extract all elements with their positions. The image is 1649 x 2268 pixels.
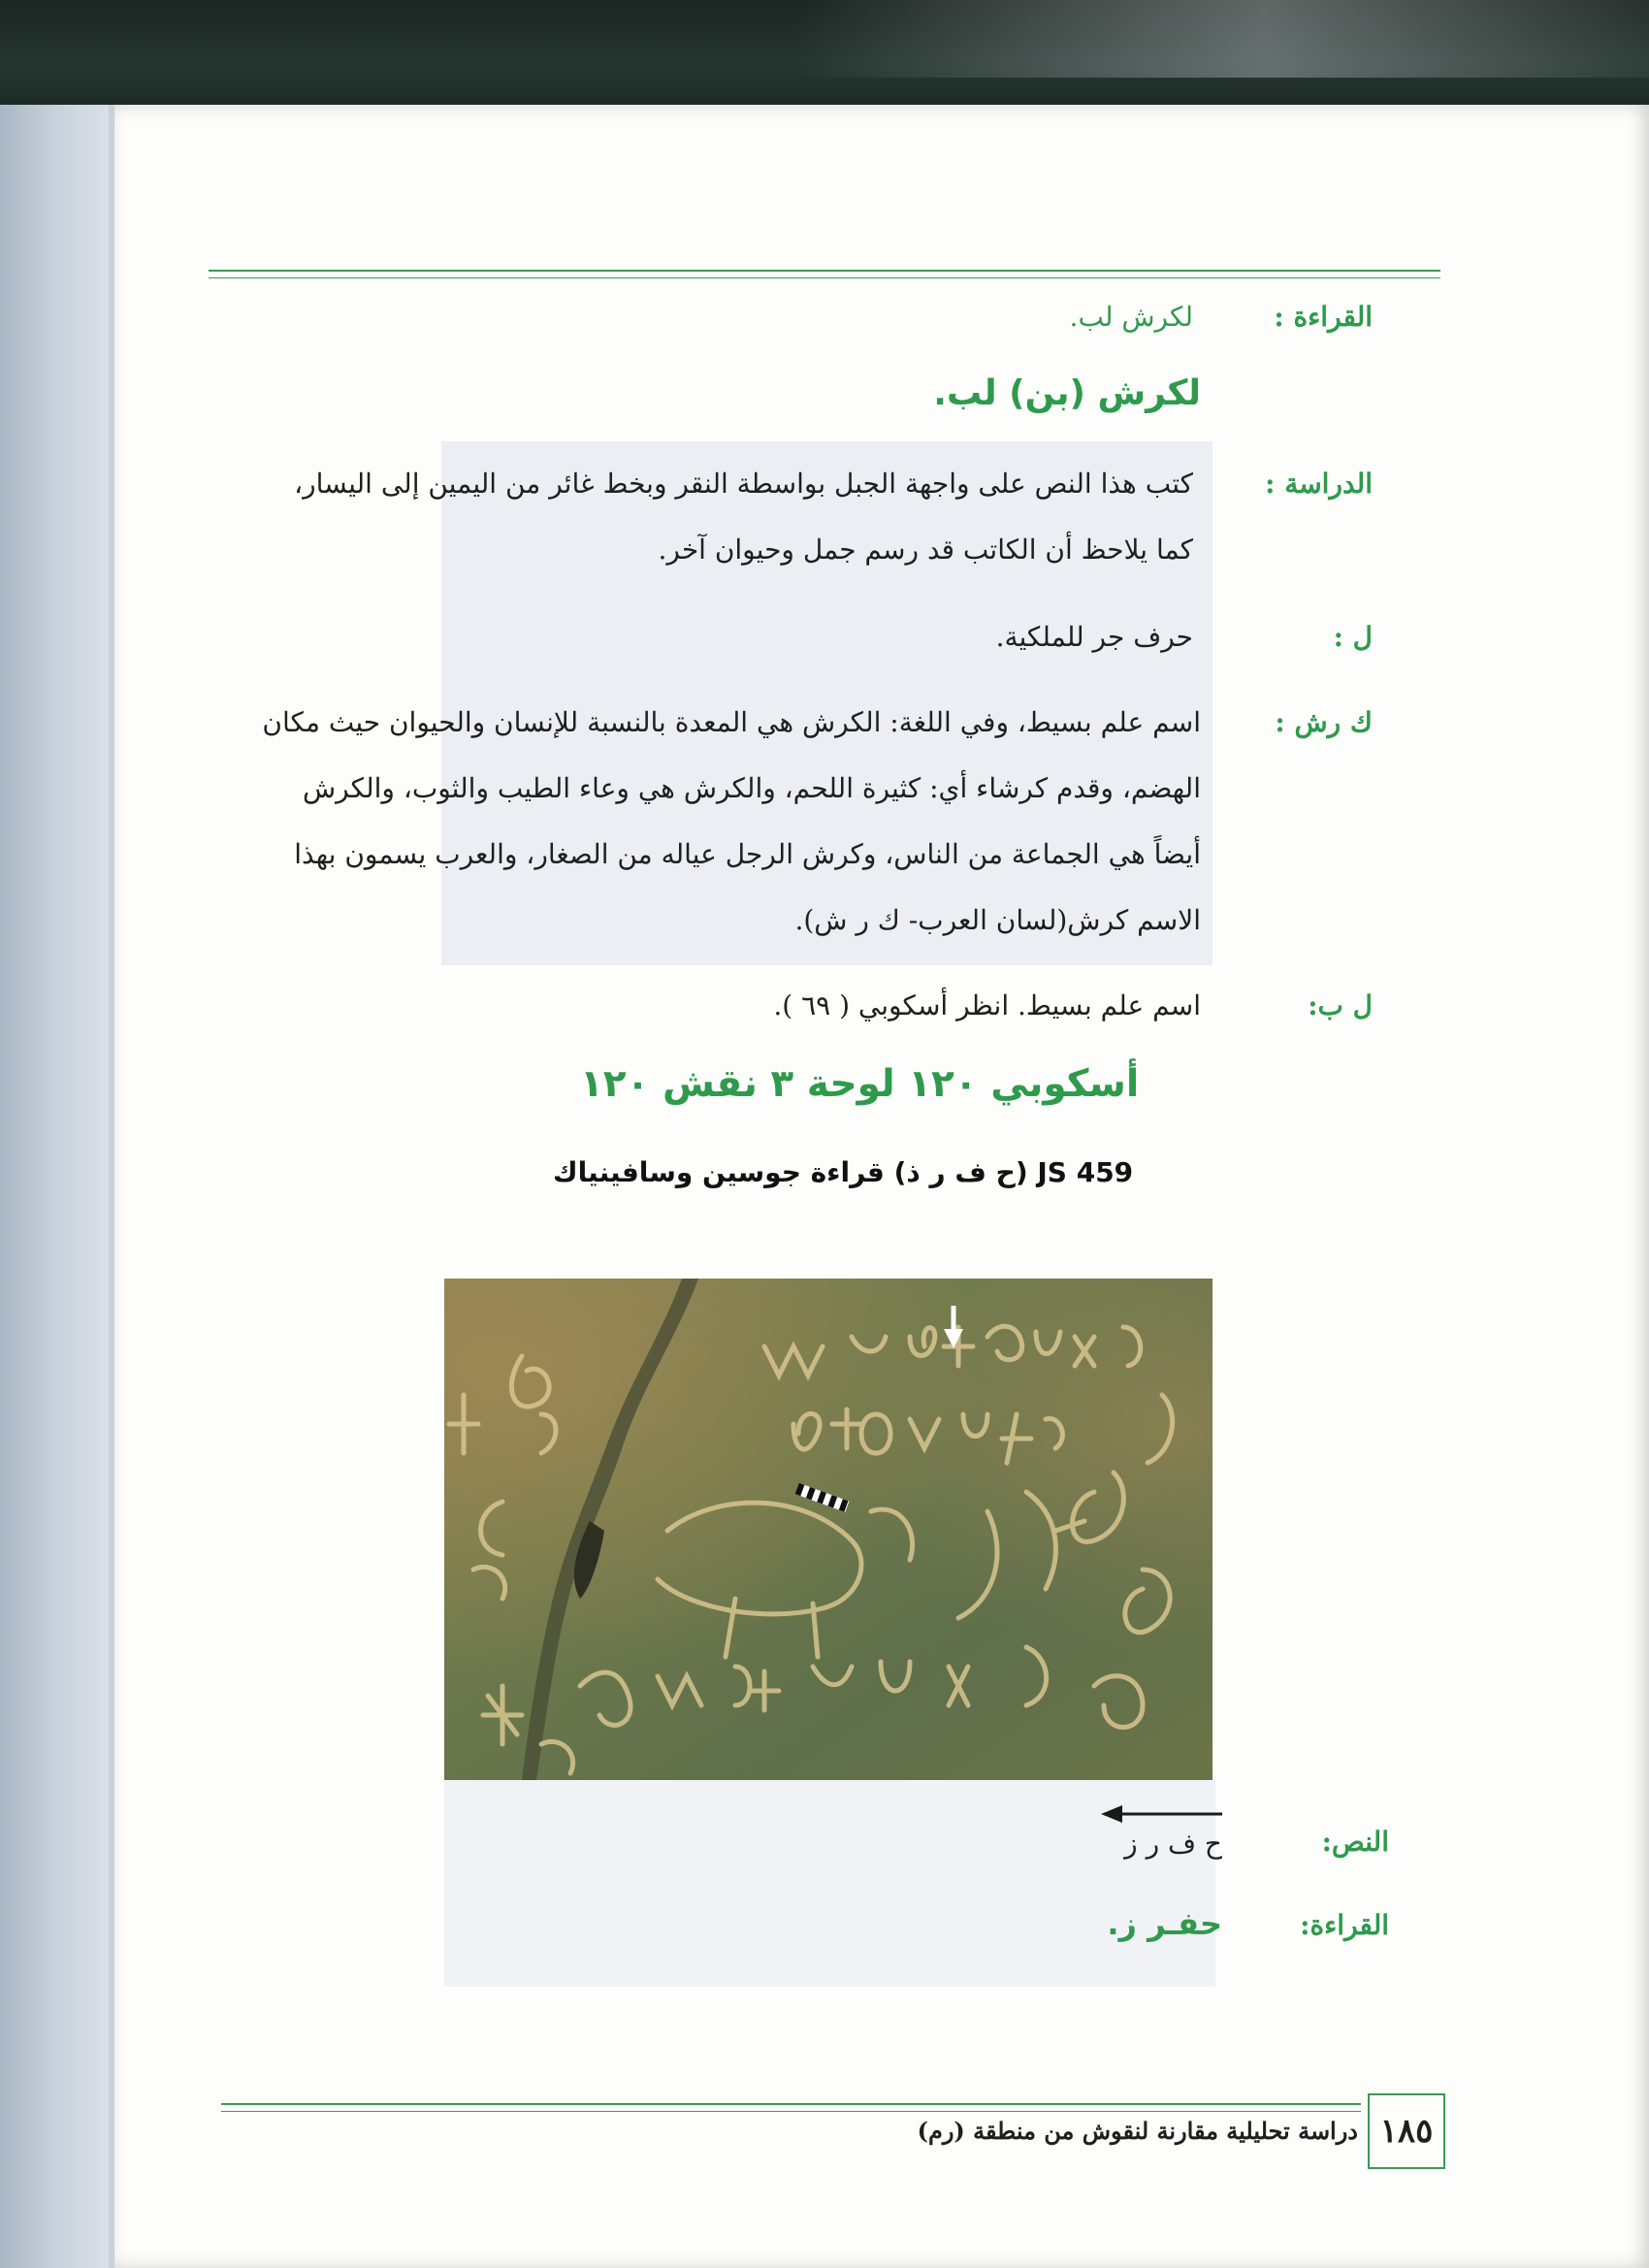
reading-label-2: القراءة: (1300, 1909, 1389, 1941)
reading-bold: لكرش (بن) لب. (933, 373, 1201, 413)
text-value: ح ف ر ز (1124, 1828, 1222, 1860)
krsh-line-1: اسم علم بسيط، وفي اللغة: الكرش هي المعدة بالنسبة للإنسان والحيوان حيث مكان (262, 706, 1201, 738)
footer-rule (221, 2103, 1361, 2105)
reading-text: لكرش لب. (1069, 301, 1193, 333)
book-title: دراسة تحليلية مقارنة لنقوش من منطقة (رم) (917, 2117, 1358, 2145)
study-line-1: كتب هذا النص على واجهة الجبل بواسطة النقر وبخط غائر من اليمين إلى اليسار، (294, 468, 1193, 500)
lam-label: ل : (1333, 621, 1373, 653)
scanner-highlight (795, 0, 1649, 78)
study-line-2: كما يلاحظ أن الكاتب قد رسم جمل وحيوان آخر. (658, 534, 1193, 566)
direction-arrow-icon (1101, 1802, 1222, 1826)
page-number: ١٨٥ (1368, 2093, 1445, 2169)
lam-text: حرف جر للملكية. (995, 621, 1193, 653)
book-binding (0, 105, 116, 2268)
top-rule-thin (209, 277, 1440, 278)
show-through-shadow (441, 441, 1212, 965)
top-rule (209, 270, 1440, 272)
krsh-line-2: الهضم، وقدم كرشاء أي: كثيرة اللحم، والكرش هي وعاء الطيب والثوب، والكرش (303, 772, 1201, 804)
inscription-subtitle: JS 459 (ح ف ر ذ) قراءة جوسين وسافينياك (553, 1156, 1134, 1188)
show-through-shadow-lower (444, 1775, 1215, 1987)
krsh-line-3: أيضاً هي الجماعة من الناس، وكرش الرجل عياله من الصغار، والعرب يسمون بهذا (294, 838, 1201, 870)
reading-label: القراءة : (1274, 301, 1373, 333)
page-edge (109, 105, 114, 2268)
lb-text: اسم علم بسيط. انظر أسكوبي ( ٦٩ ). (773, 989, 1201, 1021)
study-label: الدراسة : (1265, 468, 1373, 500)
lb-label: ل ب: (1308, 989, 1373, 1021)
inscription-photo (444, 1279, 1212, 1780)
inscription-title: أسكوبي ١٢٠ لوحة ٣ نقش ١٢٠ (580, 1062, 1140, 1106)
krsh-label: ك رش : (1275, 706, 1373, 738)
text-label: النص: (1321, 1826, 1389, 1858)
footer-rule-thin (221, 2111, 1361, 2112)
krsh-line-4: الاسم كرش(لسان العرب- ك ر ش). (794, 904, 1201, 936)
reading-value-2: حفـر ز. (1107, 1905, 1222, 1942)
